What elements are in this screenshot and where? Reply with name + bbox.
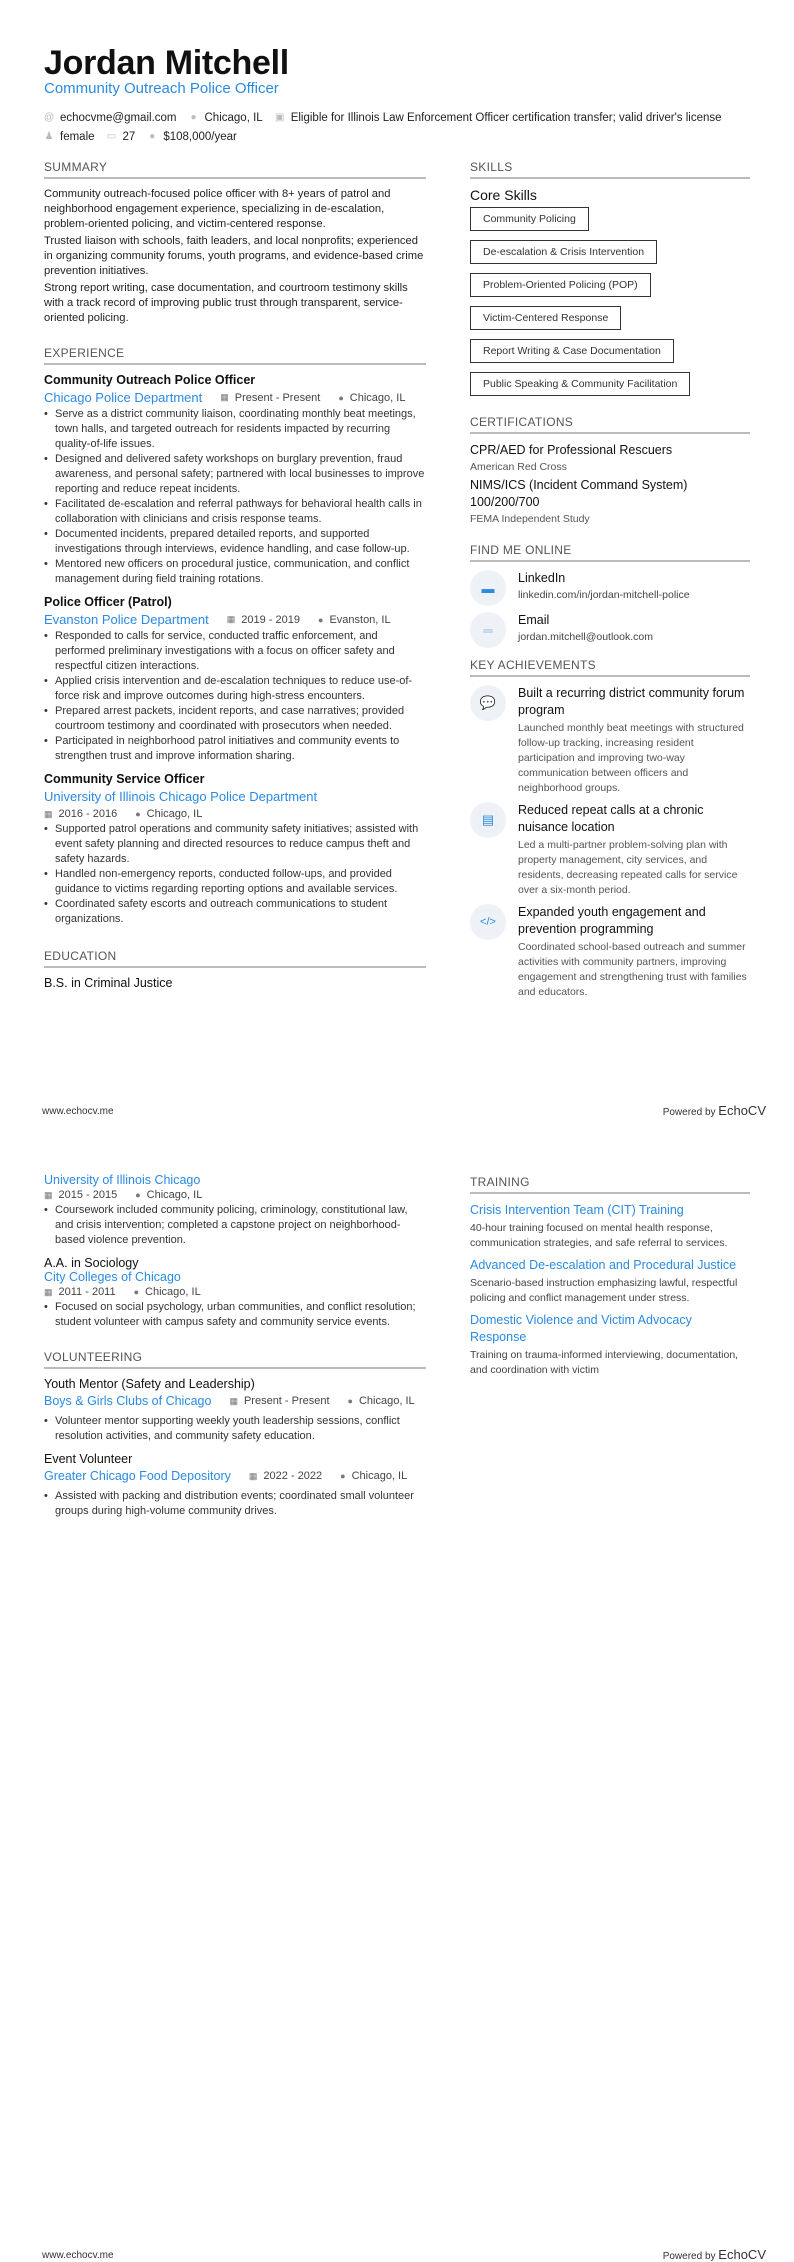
job-location: Chicago, IL: [146, 808, 203, 820]
right-column: [470, 160, 750, 1006]
dollar-icon: ●: [149, 131, 156, 142]
volunteer-org: Greater Chicago Food Depository: [44, 1469, 231, 1483]
job-dates: Present - Present: [234, 391, 321, 404]
cert-org: American Red Cross: [470, 461, 567, 473]
at-icon: @: [44, 112, 55, 123]
education-dates: 2015 - 2015: [58, 1189, 118, 1201]
contact-location: ● Chicago, IL: [190, 111, 263, 124]
volunteering-heading: VOLUNTEERING: [44, 1350, 426, 1369]
linkedin-icon: ▬: [470, 570, 506, 606]
education-degree: A.A. in Sociology: [44, 1256, 139, 1270]
job-bullet: • Facilitated de-escalation and referral pathways for behavioral health calls in collaboration with clinicians and crisis response teams.: [44, 497, 426, 527]
document-icon: ▤: [470, 802, 506, 838]
training-desc: Scenario-based instruction emphasizing lawful, respectful policing and conflict management under stress.: [470, 1277, 738, 1304]
job-title: Community Outreach Police Officer: [44, 373, 256, 387]
online-item-email[interactable]: ═ Email jordan.mitchell@outlook.com: [470, 612, 750, 648]
chat-bubble-icon: 💬: [470, 685, 506, 721]
education-bullet: • Coursework included community policing, criminology, constitutional law, and crisis intervention; completed a capstone project on neighborhood-based violence prevention.: [44, 1203, 426, 1248]
volunteer-role: Event Volunteer: [44, 1452, 133, 1466]
job-org: Chicago Police Department: [44, 390, 203, 405]
job-title: Police Officer (Patrol): [44, 595, 172, 609]
summary-paragraph: Strong report writing, case documentation, and courtroom testimony skills with a track record of improving public trust through transparent, service-oriented policing.: [44, 282, 408, 324]
summary-paragraph: Trusted liaison with schools, faith leaders, and local nonprofits; experienced in organizing community forums, youth programs, and evidence-based crime prevention initiatives.: [44, 235, 424, 277]
calendar-icon: ▦: [220, 392, 229, 402]
training-heading: TRAINING: [470, 1175, 750, 1194]
job-bullet: • Handled non-emergency reports, conducted follow-ups, and provided guidance to victims regarding reporting options and available services.: [44, 867, 426, 897]
job-bullet: • Participated in neighborhood patrol initiatives and community events to strengthen trust and improve information sharing.: [44, 734, 426, 764]
job-bullet: • Applied crisis intervention and de-escalation techniques to reduce use-of-force risk and improve outcomes during high-stress encounters.: [44, 674, 426, 704]
code-icon: </>: [470, 904, 506, 940]
contact-salary: ● $108,000/year: [149, 130, 237, 143]
email-icon: ═: [470, 612, 506, 648]
location-pin-icon: ●: [190, 112, 197, 123]
skills-heading: SKILLS: [470, 160, 750, 179]
location-pin-icon: ●: [135, 809, 141, 819]
job-bullet: • Documented incidents, prepared detailed reports, and supported investigations through interviews, evidence handling, and case follow-up.: [44, 527, 426, 557]
education-degree: B.S. in Criminal Justice: [44, 976, 173, 990]
contact-email: @ echocvme@gmail.com: [44, 111, 177, 124]
achievement-item: 💬 Built a recurring district community forum program Launched monthly beat meetings with structured follow-up tracking, increasing resident participation and improving two-way communication between officers and neighborhood groups.: [470, 685, 750, 796]
job-bullet: • Coordinated safety escorts and outreach communications to student organizations.: [44, 897, 426, 927]
location-pin-icon: ●: [340, 1471, 346, 1481]
education-dates: 2011 - 2011: [58, 1286, 116, 1298]
skill-tag: Victim-Centered Response: [470, 306, 621, 330]
calendar-icon: ▦: [226, 614, 236, 624]
job-dates: 2016 - 2016: [58, 808, 118, 820]
volunteer-role: Youth Mentor (Safety and Leadership): [44, 1377, 255, 1391]
training-desc: 40-hour training focused on mental health response, communication strategies, and safe referral to services.: [470, 1222, 728, 1249]
education-bullet: • Focused on social psychology, urban communities, and conflict resolution; student volunteer with campus safety and community service events.: [44, 1300, 426, 1330]
contact-info: [44, 108, 764, 146]
contact-gender: ♟ female: [44, 130, 95, 143]
skill-tag: Public Speaking & Community Facilitation: [470, 372, 690, 396]
contact-eligibility: ▣ Eligible for Illinois Law Enforcement Officer certification transfer; valid driver's license: [274, 111, 722, 124]
achievement-item: ▤ Reduced repeat calls at a chronic nuisance location Led a multi-partner problem-solving plan with property management, city services, and residents, decreasing repeated calls for service over a six-month period.: [470, 802, 750, 898]
volunteer-entry: Event Volunteer Greater Chicago Food Depository ▦ 2022 - 2022 ● Chicago, IL • Assisted with packing and distribution events; coordinated small volunteer groups during high-volume community drives.: [44, 1452, 426, 1519]
education-location: Chicago, IL: [146, 1189, 203, 1201]
online-item-linkedin[interactable]: ▬ LinkedIn linkedin.com/in/jordan-mitchell-police: [470, 570, 750, 606]
calendar-icon: ▦: [44, 1286, 53, 1297]
volunteer-bullet: • Volunteer mentor supporting weekly youth leadership sessions, conflict resolution activities, and community safety education.: [44, 1414, 426, 1444]
footer-powered-by: Powered by EchoCV: [662, 2247, 766, 2262]
volunteer-org: Boys & Girls Clubs of Chicago: [44, 1394, 212, 1408]
job-location: Chicago, IL: [349, 391, 406, 404]
job-location: Evanston, IL: [329, 613, 391, 626]
volunteer-entry: Youth Mentor (Safety and Leadership) Boys & Girls Clubs of Chicago ▦ Present - Present ● Chicago, IL • Volunteer mentor supporting weekly youth leadership sessions, conflict resolution activities, and community safety education.: [44, 1377, 426, 1444]
job-entry: [44, 772, 426, 927]
achievement-item: </> Expanded youth engagement and prevention programming Coordinated school-based outreach and summer activities with community partners, improving engagement and strengthening trust with families and educators.: [470, 904, 750, 1000]
id-card-icon: ▣: [274, 112, 285, 123]
left-column: [44, 1173, 426, 1519]
skill-tag: Problem-Oriented Policing (POP): [470, 273, 651, 297]
training-desc: Training on trauma-informed interviewing, documentation, and coordination with victim: [470, 1349, 739, 1376]
contact-age: ▭ 27: [106, 130, 136, 143]
location-pin-icon: ●: [338, 392, 344, 403]
education-school: City Colleges of Chicago: [44, 1270, 181, 1284]
email-link[interactable]: jordan.mitchell@outlook.com: [518, 631, 653, 643]
footer-website[interactable]: www.echocv.me: [42, 1106, 114, 1117]
cert-name: CPR/AED for Professional Rescuers: [470, 443, 673, 457]
footer-powered-by: Powered by EchoCV: [662, 1103, 766, 1118]
experience-heading: EXPERIENCE: [44, 346, 426, 365]
training-title: Advanced De-escalation and Procedural Justice: [470, 1258, 737, 1272]
calendar-icon: ▦: [229, 1395, 238, 1406]
calendar-icon: ▦: [44, 1189, 53, 1200]
skill-tag: De-escalation & Crisis Intervention: [470, 240, 657, 264]
job-bullet: • Prepared arrest packets, incident reports, and case narratives; provided courtroom testimony and coordinated with prosecutors when needed.: [44, 704, 426, 734]
calendar-icon: ▦: [248, 1470, 258, 1481]
volunteer-bullet: • Assisted with packing and distribution events; coordinated small volunteer groups during high-volume community drives.: [44, 1489, 426, 1519]
job-title: Community Service Officer: [44, 772, 205, 786]
location-pin-icon: ●: [135, 1190, 141, 1200]
resume-page-1: [0, 0, 794, 1123]
skill-tag: Community Policing: [470, 207, 589, 231]
person-icon: ♟: [44, 131, 54, 142]
footer-website[interactable]: www.echocv.me: [42, 2250, 114, 2261]
calendar-icon: ▦: [44, 808, 53, 819]
location-pin-icon: ●: [133, 1287, 140, 1297]
education-heading: EDUCATION: [44, 949, 426, 968]
right-column: [470, 1175, 750, 1378]
location-pin-icon: ●: [318, 614, 324, 625]
candidate-name: Jordan Mitchell: [44, 44, 289, 82]
skill-tag: Report Writing & Case Documentation: [470, 339, 674, 363]
job-bullet: • Designed and delivered safety workshops on burglary prevention, fraud awareness, and personal safety; partnered with local businesses to improve reporting and reduce repeat incidents.: [44, 452, 426, 497]
online-heading: FIND ME ONLINE: [470, 543, 750, 562]
resume-page-2: [0, 1123, 794, 2262]
linkedin-link[interactable]: linkedin.com/in/jordan-mitchell-police: [518, 589, 690, 601]
education-school: University of Illinois Chicago: [44, 1173, 201, 1187]
training-title: Domestic Violence and Victim Advocacy Response: [470, 1313, 692, 1344]
job-bullet: • Responded to calls for service, conducted traffic enforcement, and performed preliminary investigations with a focus on officer safety and respectful citizen interactions.: [44, 629, 426, 674]
summary-paragraph: Community outreach-focused police officer with 8+ years of patrol and neighborhood engagement experience, specializing in de-escalation, problem-oriented policing, and victim-centered response.: [44, 188, 391, 230]
job-org: University of Illinois Chicago Police Department: [44, 789, 318, 804]
job-dates: 2019 - 2019: [241, 613, 300, 626]
achievements-heading: KEY ACHIEVEMENTS: [470, 658, 750, 677]
location-pin-icon: ●: [347, 1396, 353, 1406]
calendar-icon: ▭: [106, 131, 117, 142]
left-column: [44, 160, 426, 990]
brand-logo: EchoCV: [718, 2247, 766, 2262]
cert-org: FEMA Independent Study: [470, 513, 590, 525]
candidate-title: Community Outreach Police Officer: [44, 80, 279, 97]
brand-logo: EchoCV: [718, 1103, 766, 1118]
training-title: Crisis Intervention Team (CIT) Training: [470, 1203, 684, 1217]
education-location: Chicago, IL: [145, 1286, 201, 1298]
job-bullet: • Mentored new officers on procedural justice, communication, and conflict management during field training rotations.: [44, 557, 426, 587]
job-entry: [44, 373, 426, 587]
job-org: Evanston Police Department: [44, 612, 209, 627]
skill-group-title: Core Skills: [470, 187, 537, 203]
cert-name: NIMS/ICS (Incident Command System) 100/200/700: [470, 478, 688, 509]
certifications-heading: CERTIFICATIONS: [470, 415, 750, 434]
job-bullet: • Supported patrol operations and community safety initiatives; assisted with event safety planning and directed resources to reduce campus theft and safety hazards.: [44, 822, 426, 867]
job-bullet: • Serve as a district community liaison, coordinating monthly beat meetings, town halls, and targeted outreach for residents impacted by recurring quality-of-life issues.: [44, 407, 426, 452]
summary-heading: SUMMARY: [44, 160, 426, 179]
job-entry: [44, 595, 426, 764]
